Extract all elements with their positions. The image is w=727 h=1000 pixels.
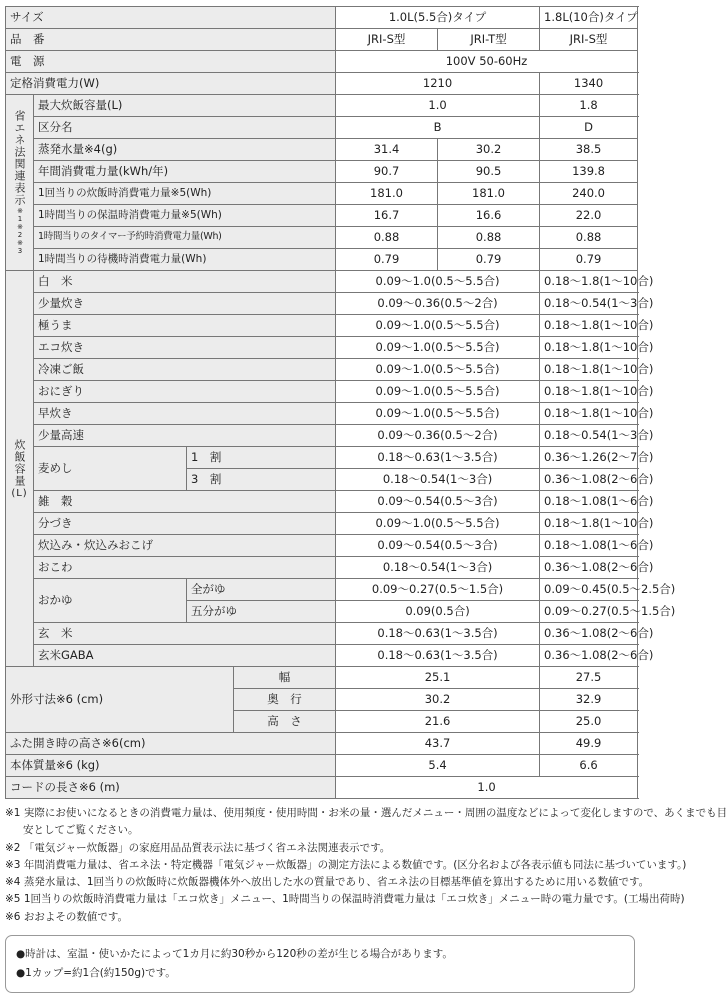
capacity-row-label: 分づき bbox=[34, 513, 336, 535]
misc-row bbox=[6, 733, 638, 755]
capacity-row bbox=[6, 315, 638, 337]
capacity-row bbox=[6, 359, 638, 381]
capacity-a: 0.09〜1.0(0.5〜5.5合) bbox=[336, 271, 540, 293]
capacity-row-label: おこわ bbox=[34, 557, 336, 579]
capacity-a: 0.09〜0.54(0.5〜3合) bbox=[336, 535, 540, 557]
capacity-a: 0.09(0.5合) bbox=[336, 601, 540, 623]
capacity-b: 0.09〜0.45(0.5〜2.5合) bbox=[540, 579, 638, 601]
energy-value: 16.6 bbox=[438, 205, 540, 227]
capacity-row bbox=[6, 271, 638, 293]
misc-label: ふた開き時の高さ※6(cm) bbox=[6, 733, 336, 755]
capacity-a: 0.09〜0.36(0.5〜2合) bbox=[336, 293, 540, 315]
capacity-row-label: 少量高速 bbox=[34, 425, 336, 447]
model-cell: JRI-S型 bbox=[336, 29, 438, 51]
size-row bbox=[6, 7, 638, 29]
capacity-b: 0.18〜1.8(1〜10合) bbox=[540, 315, 638, 337]
dims-sub-label: 幅 bbox=[234, 667, 336, 689]
mugi-sub-label: 1 割 bbox=[187, 447, 336, 469]
capacity-row-label: 早炊き bbox=[34, 403, 336, 425]
capacity-row bbox=[6, 403, 638, 425]
capacity-row-label: 炊込み・炊込みおこげ bbox=[34, 535, 336, 557]
energy-value: B bbox=[336, 117, 540, 139]
capacity-row-label: 玄米GABA bbox=[34, 645, 336, 667]
capacity-row-label: おにぎり bbox=[34, 381, 336, 403]
capacity-b: 0.18〜1.8(1〜10合) bbox=[540, 381, 638, 403]
capacity-a: 0.09〜1.0(0.5〜5.5合) bbox=[336, 381, 540, 403]
spec-table bbox=[5, 6, 676, 799]
dims-a: 30.2 bbox=[336, 689, 540, 711]
dims-sub-label: 奥 行 bbox=[234, 689, 336, 711]
dims-a: 25.1 bbox=[336, 667, 540, 689]
model-cell: JRI-T型 bbox=[438, 29, 540, 51]
power-row bbox=[6, 51, 638, 73]
capacity-row bbox=[6, 579, 638, 601]
capacity-a: 0.09〜1.0(0.5〜5.5合) bbox=[336, 337, 540, 359]
rated-row bbox=[6, 73, 638, 95]
energy-row bbox=[6, 227, 638, 249]
capacity-a: 0.09〜1.0(0.5〜5.5合) bbox=[336, 315, 540, 337]
footnote: ※3 年間消費電力量は、省エネ法・特定機器「電気ジャー炊飯器」の測定方法による数値です。(区分名および各表示値も同法に基づいています。) bbox=[5, 858, 687, 871]
size-b: 1.8L(10合)タイプ bbox=[540, 7, 638, 29]
energy-value: 0.79 bbox=[438, 249, 540, 271]
energy-row bbox=[6, 205, 638, 227]
energy-value: 38.5 bbox=[540, 139, 638, 161]
cord-label: コードの長さ※6 (m) bbox=[6, 777, 336, 799]
capacity-row-label: 冷凍ご飯 bbox=[34, 359, 336, 381]
capacity-b: 0.18〜1.08(1〜6合) bbox=[540, 535, 638, 557]
energy-value: 16.7 bbox=[336, 205, 438, 227]
energy-value: 90.5 bbox=[438, 161, 540, 183]
energy-row-label: 最大炊飯容量(L) bbox=[34, 95, 336, 117]
okayu-label: おかゆ bbox=[34, 579, 187, 623]
size-label: サイズ bbox=[6, 7, 336, 29]
capacity-b: 0.18〜1.8(1〜10合) bbox=[540, 271, 638, 293]
footnote: ※5 1回当りの炊飯時消費電力量は「エコ炊き」メニュー、1時間当りの保温時消費電力量は「エコ炊き」メニュー時の電力量です。(工場出荷時) bbox=[5, 893, 685, 906]
model-cell: JRI-S型 bbox=[540, 29, 638, 51]
capacity-a: 0.18〜0.63(1〜3.5合) bbox=[336, 623, 540, 645]
capacity-row-label: 玄 米 bbox=[34, 623, 336, 645]
model-row bbox=[6, 29, 638, 51]
footnote: 安としてご覧ください。 bbox=[23, 824, 139, 837]
capacity-b: 0.18〜1.8(1〜10合) bbox=[540, 403, 638, 425]
rated-b: 1340 bbox=[540, 73, 638, 95]
energy-row bbox=[6, 95, 638, 117]
capacity-row-label: 白 米 bbox=[34, 271, 336, 293]
capacity-a: 0.18〜0.54(1〜3合) bbox=[336, 557, 540, 579]
energy-row-label: 1回当りの炊飯時消費電力量※5(Wh) bbox=[34, 183, 336, 205]
energy-value: 240.0 bbox=[540, 183, 638, 205]
dims-label: 外形寸法※6 (cm) bbox=[6, 667, 234, 733]
energy-value: 1.0 bbox=[336, 95, 540, 117]
capacity-row bbox=[6, 491, 638, 513]
capacity-row bbox=[6, 381, 638, 403]
capacity-row bbox=[6, 337, 638, 359]
dims-sub-label: 高 さ bbox=[234, 711, 336, 733]
footnote: ※6 おおよその数値です。 bbox=[5, 910, 128, 923]
energy-row-label: 1時間当りの保温時消費電力量※5(Wh) bbox=[34, 205, 336, 227]
capacity-a: 0.09〜0.54(0.5〜3合) bbox=[336, 491, 540, 513]
energy-row-label: 蒸発水量※4(g) bbox=[34, 139, 336, 161]
energy-value: 22.0 bbox=[540, 205, 638, 227]
energy-row-label: 1時間当りのタイマー予約時消費電力量(Wh) bbox=[34, 227, 336, 249]
rated-a: 1210 bbox=[336, 73, 540, 95]
energy-value: 1.8 bbox=[540, 95, 638, 117]
power-value: 100V 50-60Hz bbox=[336, 51, 638, 73]
energy-section-label: 省エネ法関連表示 ※1※2※3 bbox=[6, 95, 34, 271]
footnote: ※2 「電気ジャー炊飯器」の家庭用品品質表示法に基づく省エネ法関連表示です。 bbox=[5, 841, 391, 854]
misc-b: 6.6 bbox=[540, 755, 638, 777]
capacity-b: 0.18〜1.8(1〜10合) bbox=[540, 513, 638, 535]
misc-a: 5.4 bbox=[336, 755, 540, 777]
capacity-row bbox=[6, 513, 638, 535]
energy-value: 30.2 bbox=[438, 139, 540, 161]
capacity-section-label: 炊飯容量 (L) bbox=[6, 271, 34, 667]
energy-value: 0.79 bbox=[336, 249, 438, 271]
energy-value: 181.0 bbox=[336, 183, 438, 205]
mugi-label: 麦めし bbox=[34, 447, 187, 491]
misc-row bbox=[6, 755, 638, 777]
dims-b: 27.5 bbox=[540, 667, 638, 689]
info-line: ●1カップ=約1合(約150g)です。 bbox=[16, 967, 176, 979]
capacity-row-label: 極うま bbox=[34, 315, 336, 337]
cord-value: 1.0 bbox=[336, 777, 638, 799]
energy-value: 181.0 bbox=[438, 183, 540, 205]
energy-row-label: 年間消費電力量(kWh/年) bbox=[34, 161, 336, 183]
footnote: ※4 蒸発水量は、1回当りの炊飯時に炊飯器機体外へ放出した水の質量であり、省エネ法の目標基準値を算出するために用いる数値です。 bbox=[5, 876, 650, 889]
model-label: 品 番 bbox=[6, 29, 336, 51]
capacity-b: 0.36〜1.08(2〜6合) bbox=[540, 469, 638, 491]
capacity-b: 0.18〜1.8(1〜10合) bbox=[540, 337, 638, 359]
capacity-row bbox=[6, 535, 638, 557]
info-box bbox=[5, 935, 635, 993]
energy-value: 139.8 bbox=[540, 161, 638, 183]
misc-b: 49.9 bbox=[540, 733, 638, 755]
capacity-b: 0.36〜1.08(2〜6合) bbox=[540, 645, 638, 667]
power-label: 電 源 bbox=[6, 51, 336, 73]
capacity-row bbox=[6, 425, 638, 447]
footnote: ※1 実際にお使いになるときの消費電力量は、使用頻度・使用時間・お米の量・選んだメニュー・周囲の温度などによって変化しますので、あくまでも目 bbox=[5, 807, 727, 819]
misc-label: 本体質量※6 (kg) bbox=[6, 755, 336, 777]
energy-value: 0.88 bbox=[336, 227, 438, 249]
footnotes bbox=[5, 805, 727, 926]
capacity-row bbox=[6, 645, 638, 667]
capacity-b: 0.18〜0.54(1〜3合) bbox=[540, 425, 638, 447]
capacity-row bbox=[6, 557, 638, 579]
okayu-sub-label: 五分がゆ bbox=[187, 601, 336, 623]
energy-value: D bbox=[540, 117, 638, 139]
capacity-a: 0.09〜1.0(0.5〜5.5合) bbox=[336, 359, 540, 381]
energy-row bbox=[6, 183, 638, 205]
energy-row-label: 1時間当りの待機時消費電力量(Wh) bbox=[34, 249, 336, 271]
dims-a: 21.6 bbox=[336, 711, 540, 733]
energy-row bbox=[6, 139, 638, 161]
capacity-row bbox=[6, 623, 638, 645]
misc-a: 43.7 bbox=[336, 733, 540, 755]
size-a: 1.0L(5.5合)タイプ bbox=[336, 7, 540, 29]
capacity-a: 0.09〜1.0(0.5〜5.5合) bbox=[336, 513, 540, 535]
capacity-a: 0.09〜0.36(0.5〜2合) bbox=[336, 425, 540, 447]
okayu-sub-label: 全がゆ bbox=[187, 579, 336, 601]
dims-row bbox=[6, 667, 638, 689]
dims-b: 32.9 bbox=[540, 689, 638, 711]
capacity-b: 0.36〜1.08(2〜6合) bbox=[540, 557, 638, 579]
capacity-row bbox=[6, 293, 638, 315]
energy-row bbox=[6, 249, 638, 271]
rated-label: 定格消費電力(W) bbox=[6, 73, 336, 95]
energy-row bbox=[6, 117, 638, 139]
capacity-a: 0.18〜0.63(1〜3.5合) bbox=[336, 447, 540, 469]
energy-value: 0.88 bbox=[438, 227, 540, 249]
capacity-row-label: 少量炊き bbox=[34, 293, 336, 315]
energy-row-label: 区分名 bbox=[34, 117, 336, 139]
capacity-row-label: 雑 穀 bbox=[34, 491, 336, 513]
capacity-a: 0.18〜0.63(1〜3.5合) bbox=[336, 645, 540, 667]
energy-value: 31.4 bbox=[336, 139, 438, 161]
capacity-b: 0.18〜1.8(1〜10合) bbox=[540, 359, 638, 381]
energy-value: 0.88 bbox=[540, 227, 638, 249]
info-line: ●時計は、室温・使いかたによって1カ月に約30秒から120秒の差が生じる場合があります。 bbox=[16, 948, 453, 960]
capacity-a: 0.09〜1.0(0.5〜5.5合) bbox=[336, 403, 540, 425]
capacity-b: 0.36〜1.26(2〜7合) bbox=[540, 447, 638, 469]
capacity-a: 0.18〜0.54(1〜3合) bbox=[336, 469, 540, 491]
capacity-row-label: エコ炊き bbox=[34, 337, 336, 359]
mugi-sub-label: 3 割 bbox=[187, 469, 336, 491]
capacity-b: 0.09〜0.27(0.5〜1.5合) bbox=[540, 601, 638, 623]
cord-row bbox=[6, 777, 638, 799]
capacity-b: 0.18〜0.54(1〜3合) bbox=[540, 293, 638, 315]
capacity-a: 0.09〜0.27(0.5〜1.5合) bbox=[336, 579, 540, 601]
energy-row bbox=[6, 161, 638, 183]
energy-value: 90.7 bbox=[336, 161, 438, 183]
energy-value: 0.79 bbox=[540, 249, 638, 271]
capacity-b: 0.36〜1.08(2〜6合) bbox=[540, 623, 638, 645]
dims-b: 25.0 bbox=[540, 711, 638, 733]
capacity-row bbox=[6, 447, 638, 469]
capacity-b: 0.18〜1.08(1〜6合) bbox=[540, 491, 638, 513]
